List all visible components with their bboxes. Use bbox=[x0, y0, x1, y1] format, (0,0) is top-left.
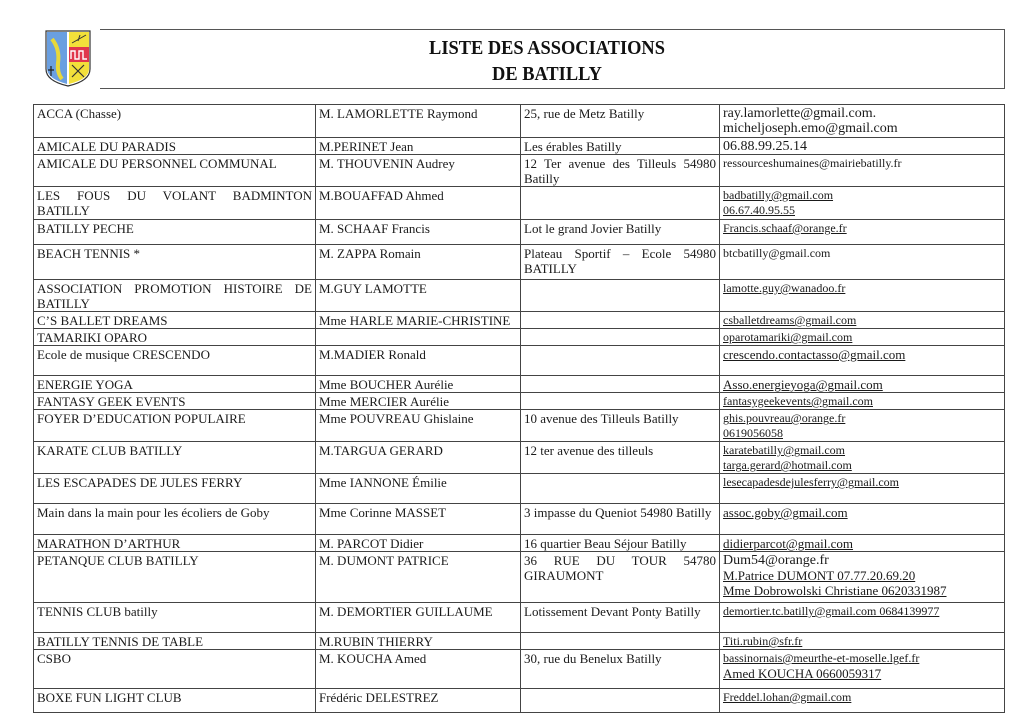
table-row bbox=[34, 650, 1005, 689]
contact-info-cell bbox=[720, 410, 1005, 442]
table-row bbox=[34, 105, 1005, 138]
contact-info-line: 06.88.99.25.14 bbox=[723, 139, 807, 154]
contact-person-cell: Mme HARLE MARIE-CHRISTINE bbox=[316, 312, 521, 329]
contact-person-cell: Mme BOUCHER Aurélie bbox=[316, 376, 521, 393]
contact-info-cell bbox=[720, 245, 1005, 280]
contact-info-line: 0619056058 bbox=[723, 426, 783, 440]
contact-person-cell: Mme MERCIER Aurélie bbox=[316, 393, 521, 410]
contact-info-line[interactable]: btcbatilly@gmail.com bbox=[723, 246, 831, 260]
table-row bbox=[34, 535, 1005, 552]
address-cell: 25, rue de Metz Batilly bbox=[521, 105, 720, 138]
contact-person-cell: M.BOUAFFAD Ahmed bbox=[316, 187, 521, 220]
address-cell bbox=[521, 280, 720, 312]
contact-info-line[interactable]: ray.lamorlette@gmail.com. bbox=[723, 106, 877, 121]
contact-person-cell: M.GUY LAMOTTE bbox=[316, 280, 521, 312]
address-cell bbox=[521, 312, 720, 329]
association-name-cell: Ecole de musique CRESCENDO bbox=[34, 346, 316, 376]
contact-info-cell bbox=[720, 474, 1005, 504]
contact-person-cell: Frédéric DELESTREZ bbox=[316, 689, 521, 713]
table-row bbox=[34, 280, 1005, 312]
contact-info-cell bbox=[720, 138, 1005, 155]
table-row bbox=[34, 187, 1005, 220]
contact-person-cell: M. DEMORTIER GUILLAUME bbox=[316, 603, 521, 633]
contact-info-cell bbox=[720, 689, 1005, 713]
table-row bbox=[34, 312, 1005, 329]
contact-info-cell bbox=[720, 346, 1005, 376]
contact-info-cell bbox=[720, 603, 1005, 633]
address-cell bbox=[521, 393, 720, 410]
contact-info-line[interactable]: crescendo.contactasso@gmail.com bbox=[723, 347, 906, 362]
contact-info-line[interactable]: ghis.pouvreau@orange.fr bbox=[723, 411, 846, 425]
contact-person-cell: M. ZAPPA Romain bbox=[316, 245, 521, 280]
table-row bbox=[34, 552, 1005, 603]
contact-info-line[interactable]: Asso.energieyoga@gmail.com bbox=[723, 377, 883, 392]
contact-info-line[interactable]: Titi.rubin@sfr.fr bbox=[723, 634, 803, 648]
contact-info-line[interactable]: lesecapadesdejulesferry@gmail.com bbox=[723, 475, 899, 489]
association-name-cell: TENNIS CLUB batilly bbox=[34, 603, 316, 633]
association-name-cell: Main dans la main pour les écoliers de Goby bbox=[34, 504, 316, 535]
page-title-line-1: LISTE DES ASSOCIATIONS bbox=[429, 37, 665, 59]
address-cell: 36 RUE DU TOUR 54780 GIRAUMONT bbox=[521, 552, 720, 603]
association-name-cell: BATILLY PECHE bbox=[34, 220, 316, 245]
address-cell: Lot le grand Jovier Batilly bbox=[521, 220, 720, 245]
table-row bbox=[34, 376, 1005, 393]
contact-info-cell bbox=[720, 650, 1005, 689]
address-cell: 10 avenue des Tilleuls Batilly bbox=[521, 410, 720, 442]
address-cell bbox=[521, 329, 720, 346]
contact-info-line[interactable]: assoc.goby@gmail.com bbox=[723, 505, 848, 520]
contact-person-cell: Mme POUVREAU Ghislaine bbox=[316, 410, 521, 442]
contact-info-cell bbox=[720, 442, 1005, 474]
association-name-cell: LES FOUS DU VOLANT BADMINTON BATILLY bbox=[34, 187, 316, 220]
table-row bbox=[34, 245, 1005, 280]
contact-info-line: Mme Dobrowolski Christiane 0620331987 bbox=[723, 583, 947, 598]
address-cell bbox=[521, 346, 720, 376]
contact-person-cell: M. SCHAAF Francis bbox=[316, 220, 521, 245]
address-cell bbox=[521, 376, 720, 393]
contact-info-cell bbox=[720, 220, 1005, 245]
contact-info-line[interactable]: targa.gerard@hotmail.com bbox=[723, 458, 852, 472]
contact-info-line: Amed KOUCHA 0660059317 bbox=[723, 666, 882, 681]
table-row bbox=[34, 329, 1005, 346]
address-cell: Plateau Sportif – Ecole 54980 BATILLY bbox=[521, 245, 720, 280]
contact-person-cell: M.RUBIN THIERRY bbox=[316, 633, 521, 650]
contact-info-line[interactable]: micheljoseph.emo@gmail.com bbox=[723, 121, 898, 136]
contact-info-line[interactable]: demortier.tc.batilly@gmail.com 0684139977 bbox=[723, 604, 940, 618]
association-name-cell: LES ESCAPADES DE JULES FERRY bbox=[34, 474, 316, 504]
contact-info-line[interactable]: ressourceshumaines@mairiebatilly.fr bbox=[723, 156, 902, 170]
contact-info-cell bbox=[720, 633, 1005, 650]
contact-info-cell bbox=[720, 187, 1005, 220]
table-row bbox=[34, 220, 1005, 245]
address-cell bbox=[521, 689, 720, 713]
contact-info-line[interactable]: didierparcot@gmail.com bbox=[723, 536, 854, 551]
table-row bbox=[34, 410, 1005, 442]
contact-info-line[interactable]: Francis.schaaf@orange.fr bbox=[723, 221, 847, 235]
contact-info-cell bbox=[720, 504, 1005, 535]
address-cell bbox=[521, 187, 720, 220]
address-cell: 16 quartier Beau Séjour Batilly bbox=[521, 535, 720, 552]
association-name-cell: C’S BALLET DREAMS bbox=[34, 312, 316, 329]
table-row bbox=[34, 393, 1005, 410]
address-cell: Lotissement Devant Ponty Batilly bbox=[521, 603, 720, 633]
association-name-cell: BATILLY TENNIS DE TABLE bbox=[34, 633, 316, 650]
contact-person-cell: M. THOUVENIN Audrey bbox=[316, 155, 521, 187]
contact-info-cell bbox=[720, 155, 1005, 187]
contact-info-cell bbox=[720, 329, 1005, 346]
batilly-coat-of-arms-logo bbox=[44, 29, 92, 87]
contact-person-cell: M.MADIER Ronald bbox=[316, 346, 521, 376]
table-row bbox=[34, 504, 1005, 535]
contact-person-cell: M.PERINET Jean bbox=[316, 138, 521, 155]
table-row bbox=[34, 474, 1005, 504]
address-cell bbox=[521, 474, 720, 504]
association-name-cell: MARATHON D’ARTHUR bbox=[34, 535, 316, 552]
contact-info-line: M.Patrice DUMONT 07.77.20.69.20 bbox=[723, 568, 916, 583]
association-name-cell: PETANQUE CLUB BATILLY bbox=[34, 552, 316, 603]
contact-info-cell bbox=[720, 280, 1005, 312]
association-name-cell: AMICALE DU PARADIS bbox=[34, 138, 316, 155]
table-row bbox=[34, 155, 1005, 187]
table-row bbox=[34, 138, 1005, 155]
contact-info-line[interactable]: Freddel.lohan@gmail.com bbox=[723, 690, 852, 704]
association-name-cell: FOYER D’EDUCATION POPULAIRE bbox=[34, 410, 316, 442]
contact-info-line[interactable]: Dum54@orange.fr bbox=[723, 553, 829, 568]
contact-person-cell: Mme IANNONE Émilie bbox=[316, 474, 521, 504]
contact-info-line[interactable]: lamotte.guy@wanadoo.fr bbox=[723, 281, 846, 295]
table-row bbox=[34, 633, 1005, 650]
contact-info-cell bbox=[720, 105, 1005, 138]
associations-table bbox=[33, 104, 1005, 713]
association-name-cell: BEACH TENNIS * bbox=[34, 245, 316, 280]
table-row bbox=[34, 442, 1005, 474]
contact-info-line: 06.67.40.95.55 bbox=[723, 203, 795, 217]
contact-info-cell bbox=[720, 376, 1005, 393]
address-cell: 12 Ter avenue des Tilleuls 54980 Batilly bbox=[521, 155, 720, 187]
contact-info-line[interactable]: fantasygeekevents@gmail.com bbox=[723, 394, 873, 408]
contact-info-cell bbox=[720, 312, 1005, 329]
contact-person-cell: M. DUMONT PATRICE bbox=[316, 552, 521, 603]
table-row bbox=[34, 346, 1005, 376]
association-name-cell: BOXE FUN LIGHT CLUB bbox=[34, 689, 316, 713]
table-row bbox=[34, 603, 1005, 633]
association-name-cell: ASSOCIATION PROMOTION HISTOIRE DE BATILLY bbox=[34, 280, 316, 312]
address-cell: Les érables Batilly bbox=[521, 138, 720, 155]
contact-info-cell bbox=[720, 535, 1005, 552]
contact-person-cell: Mme Corinne MASSET bbox=[316, 504, 521, 535]
association-name-cell: AMICALE DU PERSONNEL COMMUNAL bbox=[34, 155, 316, 187]
contact-info-cell bbox=[720, 552, 1005, 603]
association-name-cell: ENERGIE YOGA bbox=[34, 376, 316, 393]
contact-info-line[interactable]: csballetdreams@gmail.com bbox=[723, 313, 857, 327]
address-cell bbox=[521, 633, 720, 650]
address-cell: 3 impasse du Queniot 54980 Batilly bbox=[521, 504, 720, 535]
address-cell: 30, rue du Benelux Batilly bbox=[521, 650, 720, 689]
association-name-cell: KARATE CLUB BATILLY bbox=[34, 442, 316, 474]
contact-info-line[interactable]: oparotamariki@gmail.com bbox=[723, 330, 853, 344]
contact-person-cell: M.TARGUA GERARD bbox=[316, 442, 521, 474]
contact-person-cell bbox=[316, 329, 521, 346]
contact-person-cell: M. LAMORLETTE Raymond bbox=[316, 105, 521, 138]
table-row bbox=[34, 689, 1005, 713]
contact-info-cell bbox=[720, 393, 1005, 410]
association-name-cell: CSBO bbox=[34, 650, 316, 689]
contact-info-line[interactable]: bassinornais@meurthe-et-moselle.lgef.fr bbox=[723, 651, 920, 665]
contact-info-line[interactable]: karatebatilly@gmail.com bbox=[723, 443, 846, 457]
address-cell: 12 ter avenue des tilleuls bbox=[521, 442, 720, 474]
association-name-cell: FANTASY GEEK EVENTS bbox=[34, 393, 316, 410]
page-title-line-2: DE BATILLY bbox=[492, 63, 602, 85]
association-name-cell: ACCA (Chasse) bbox=[34, 105, 316, 138]
contact-info-line[interactable]: badbatilly@gmail.com bbox=[723, 188, 834, 202]
contact-person-cell: M. PARCOT Didier bbox=[316, 535, 521, 552]
contact-person-cell: M. KOUCHA Amed bbox=[316, 650, 521, 689]
association-name-cell: TAMARIKI OPARO bbox=[34, 329, 316, 346]
